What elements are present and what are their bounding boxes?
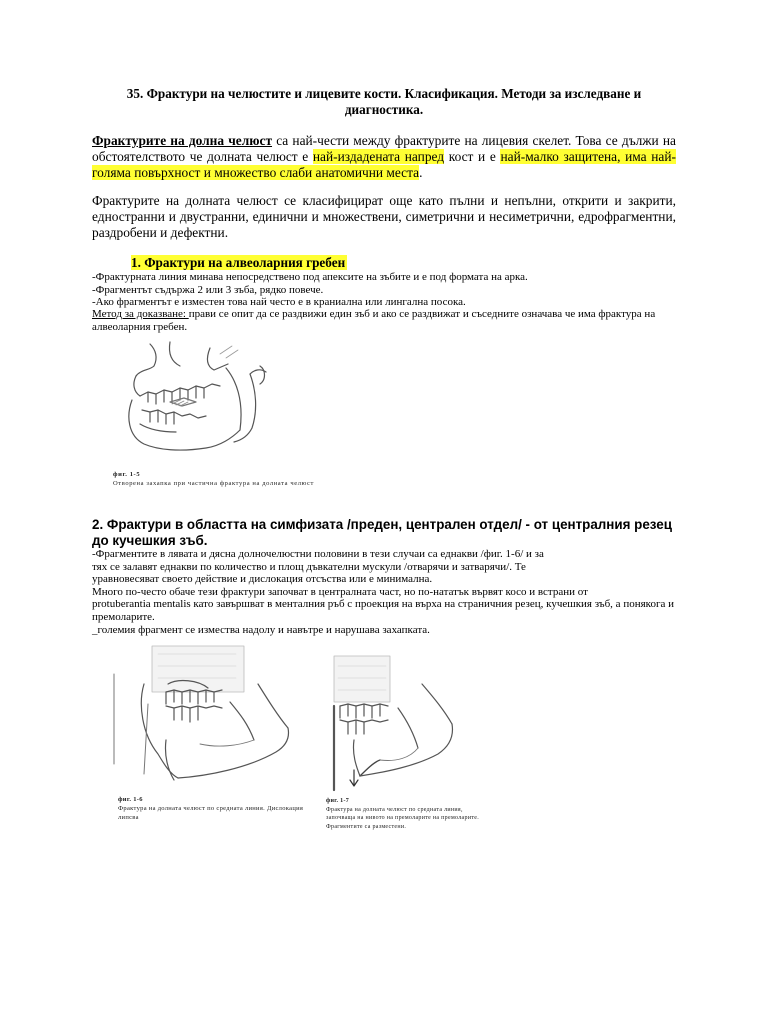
figure-1-7-label: фиг. 1-7 [326, 798, 350, 804]
intro-text-3: . [419, 164, 423, 180]
figure-1-7-caption: Фрактура на долната челюст по средната линия, започваща на нивото на премоларите на премоларите. Фрагментите са разместени. [326, 806, 480, 830]
section2-line2: тях се залавят еднакви по количество и площ дъвкателни мускули /отварячи и затварячи/. Те [92, 560, 526, 573]
figure-1-6-illustration [108, 644, 318, 794]
intro-paragraph [92, 133, 676, 180]
section1-line3: -Ако фрагментът е изместен това най често е в краниална или лингална посока. [92, 296, 466, 308]
section2-text [92, 548, 676, 636]
figure-1-5-caption-block [113, 470, 323, 488]
section2-line4: Много по-често обаче тези фрактури започват в централната част, но по-нататък вървят косо и встрани от [92, 585, 588, 598]
section1-method [92, 308, 676, 333]
section2-heading: 2. Фрактури в областта на симфизата /преден, централен отдел/ - от централния резец до кучешкия зъб. [92, 517, 672, 548]
figure-1-7-caption-block [326, 797, 486, 831]
figure-1-6-label: фиг. 1-6 [118, 796, 143, 803]
section2-line3: уравновесяват своето действие и дислокация отсъства или е минимална. [92, 573, 433, 586]
figure-1-5-caption: Отворена захапка при частична фрактура на долната челюст [113, 480, 314, 487]
figure-1-6-caption: Фрактура на долната челюст по средната линия. Дислокация липсва [118, 805, 304, 821]
section1-line1: -Фрактурната линия минава непосредствено под апексите на зъбите и е под формата на арка. [92, 271, 528, 283]
intro-text-1: са най-чести между фрактурите на лицевия скелет. Това се дължи на обстоятелството че долната челюст е [92, 133, 676, 164]
intro-text-2: кост и е [444, 148, 501, 164]
section2-line1: -Фрагментите в лявата и дясна долночелюстни половини в тези случаи са еднакви /фиг. 1-6/ и за [92, 548, 544, 560]
figure-1-5-illustration [110, 340, 316, 468]
section1-line2: -Фрагментът съдържа 2 или 3 зъба, рядко повече. [92, 284, 324, 296]
intro-highlight-2: най-малко защитена, има най-голяма повърхност и множество слаби анатомични места [92, 148, 677, 180]
figure-1-7-illustration [326, 650, 486, 796]
method-label: Метод за доказване: [92, 308, 189, 320]
classification-paragraph: Фрактурите на долната челюст се класифицират още като пълни и непълни, открити и закрити, едностранни и двустранни, единични и множествени, симетрични и несиметрични, едрофрагментни, раздробени и дефектни. [92, 193, 676, 240]
method-text: прави се опит да се раздвижи един зъб и ако се раздвижат и съседните означава че има фрактура на алвеоларния гребен. [92, 308, 656, 333]
section2-line5: protuberantia mentalis като завършват в менталния ръб с проекция на върха на страничния резец, кучешкия зъб, а понякога и премоларите. [92, 598, 674, 623]
intro-lead: Фрактурите на долна челюст [92, 133, 273, 148]
intro-highlight-1: най-издадената напред [312, 148, 445, 164]
figure-1-5-label: фиг. 1-5 [113, 471, 141, 478]
figure-1-6-caption-block [118, 795, 308, 822]
section2-line6: _големия фрагмент се измества надолу и навътре и нарушава захапката. [92, 623, 430, 636]
page-title: 35. Фрактури на челюстите и лицевите кости. Класификация. Методи за изследване и диагностика. [126, 86, 642, 117]
section1-heading: 1. Фрактури на алвеоларния гребен [131, 255, 346, 270]
